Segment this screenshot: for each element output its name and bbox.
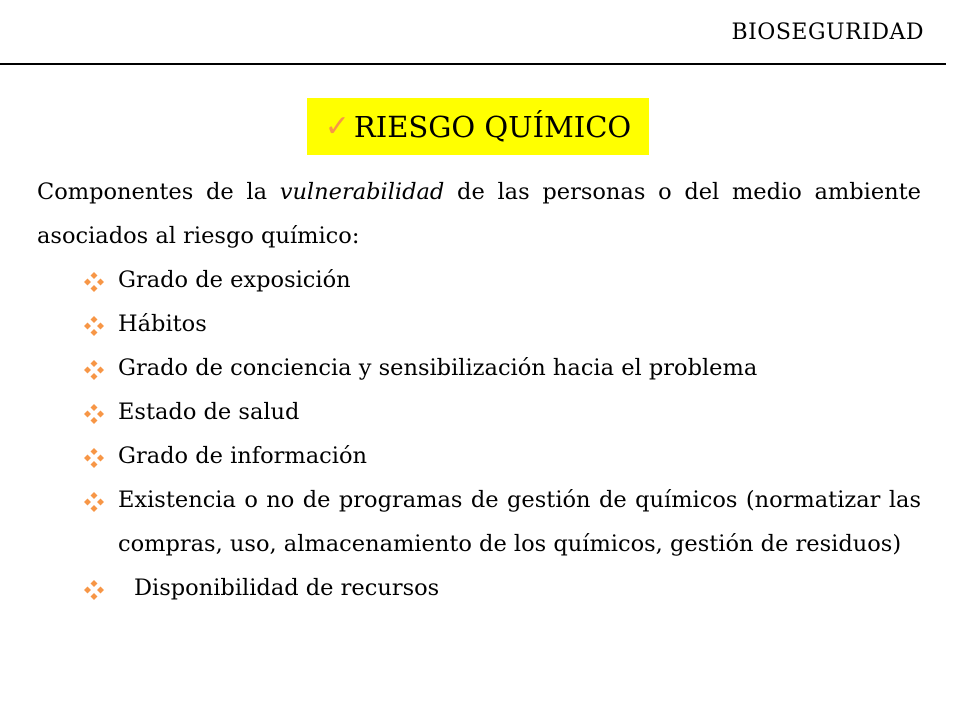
list-item: [84, 566, 921, 610]
list-item-text: Estado de salud: [118, 399, 300, 425]
list-item-text: Grado de exposición: [118, 267, 351, 293]
diamond-bullet-icon: [84, 448, 104, 468]
list-item-text: Hábitos: [118, 311, 207, 337]
intro-emphasis: vulnerabilidad: [279, 179, 445, 205]
intro-text-end: de las personas o del medio ambiente asociados al riesgo químico:: [37, 179, 921, 249]
list-item: [84, 302, 921, 346]
header-divider: [0, 63, 946, 65]
diamond-bullet-icon: [84, 404, 104, 424]
list-item: [84, 434, 921, 478]
list-item: [84, 346, 921, 390]
checkmark-icon: ✓: [324, 108, 350, 144]
list-item: [84, 258, 921, 302]
intro-text-start: Componentes de la: [37, 179, 280, 205]
list-item-text: Grado de información: [118, 443, 368, 469]
list-item-text: Grado de conciencia y sensibilización hacia el problema: [118, 355, 758, 381]
diamond-bullet-icon: [84, 316, 104, 336]
intro-paragraph: [37, 170, 921, 258]
list-item: [84, 478, 921, 566]
list-item-text: Disponibilidad de recursos: [134, 575, 440, 601]
diamond-bullet-icon: [84, 360, 104, 380]
diamond-bullet-icon: [84, 580, 104, 600]
header-label: BIOSEGURIDAD: [731, 20, 924, 45]
diamond-bullet-icon: [84, 272, 104, 292]
diamond-bullet-icon: [84, 492, 104, 512]
slide-title-box: [307, 98, 649, 155]
slide-title: RIESGO QUÍMICO: [353, 109, 632, 144]
component-list: [84, 258, 921, 610]
list-item-text: Existencia o no de programas de gestión de químicos (normatizar las compras, uso, almacenamiento de los químicos, gestión de residuos): [118, 487, 921, 557]
list-item: [84, 390, 921, 434]
